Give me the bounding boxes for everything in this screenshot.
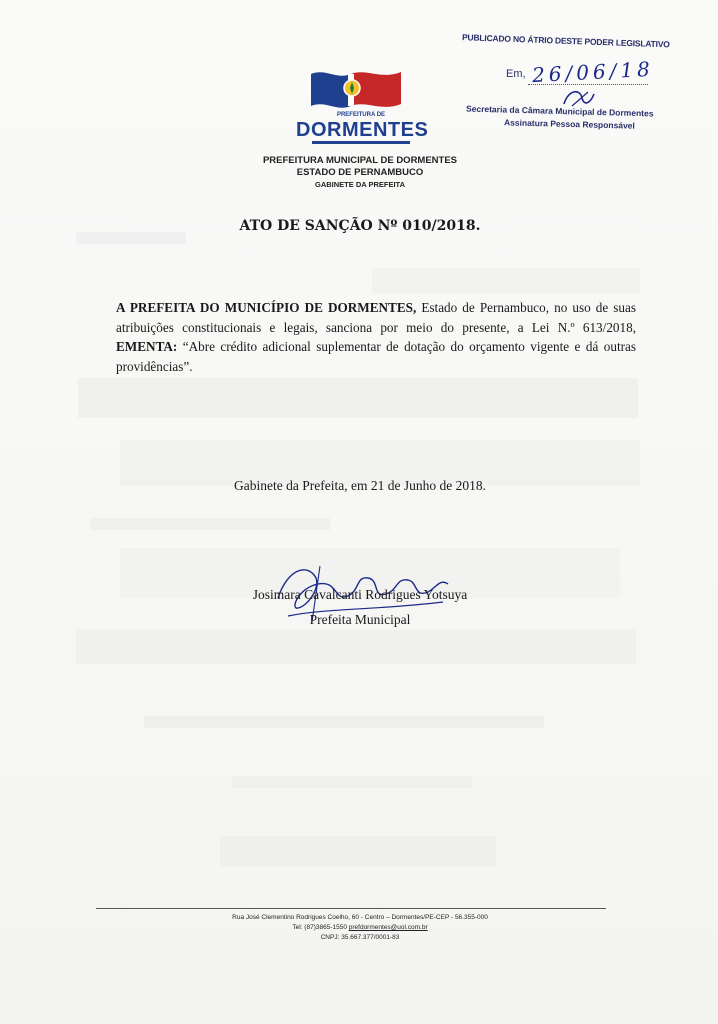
footer-email-link[interactable]: prefdormentes@uol.com.br (348, 924, 428, 931)
logo-top-text: PREFEITURA DE (336, 112, 386, 118)
footer-cnpj: CNPJ: 35.667.377/0001-83 (320, 934, 400, 941)
municipality-logo (296, 66, 429, 146)
place-date: Gabinete da Prefeita, em 21 de Junho de 2018. (234, 478, 486, 493)
ementa-label: EMENTA: (116, 339, 178, 354)
body-text-2: “Abre crédito adicional suplementar de dotação do orçamento vigente e dá outras providências”. (116, 339, 636, 374)
footer-phone: Tel: (87)3865-1550 (292, 924, 349, 931)
logo-underline (312, 141, 410, 144)
stamp-date-line (528, 84, 648, 85)
stamp-line-4: Assinatura Pessoa Responsável (503, 117, 635, 131)
header-line-3: GABINETE DA PREFEITA (314, 180, 405, 189)
signatory-name: Josimara Cavalcanti Rodrigues Yotsuya (252, 587, 468, 602)
signatory-role: Prefeita Municipal (309, 612, 411, 627)
footer-contact (150, 924, 570, 931)
stamp-date-prefix: Em, (506, 68, 526, 80)
footer-divider (96, 908, 606, 909)
publication-stamp (461, 32, 682, 142)
header-line-1: PREFEITURA MUNICIPAL DE DORMENTES (262, 155, 458, 166)
logo-main-text: DORMENTES (296, 119, 429, 141)
stamp-date-value: 26/06/18 (531, 56, 655, 88)
stamp-line-1: PUBLICADO NO ÁTRIO DESTE PODER LEGISLATIVO (461, 32, 670, 50)
stamp-line-3: Secretaria da Câmara Municipal de Dormentes (465, 103, 654, 119)
body-paragraph (116, 298, 636, 376)
header-line-2: ESTADO DE PERNAMBUCO (296, 167, 424, 178)
body-text-1: Estado de Pernambuco, no uso de suas atribuições constitucionais e legais, sanciona por meio do presente, a Lei N.º 613/2018, (116, 300, 636, 335)
footer-address: Rua José Clementino Rodrigues Coelho, 60 - Centro – Dormentes/PE-CEP - 56.355-000 (232, 914, 488, 921)
document-title: ATO DE SANÇÃO Nº 010/2018. (239, 218, 481, 234)
body-bold-intro: A PREFEITA DO MUNICÍPIO DE DORMENTES, (116, 300, 417, 315)
